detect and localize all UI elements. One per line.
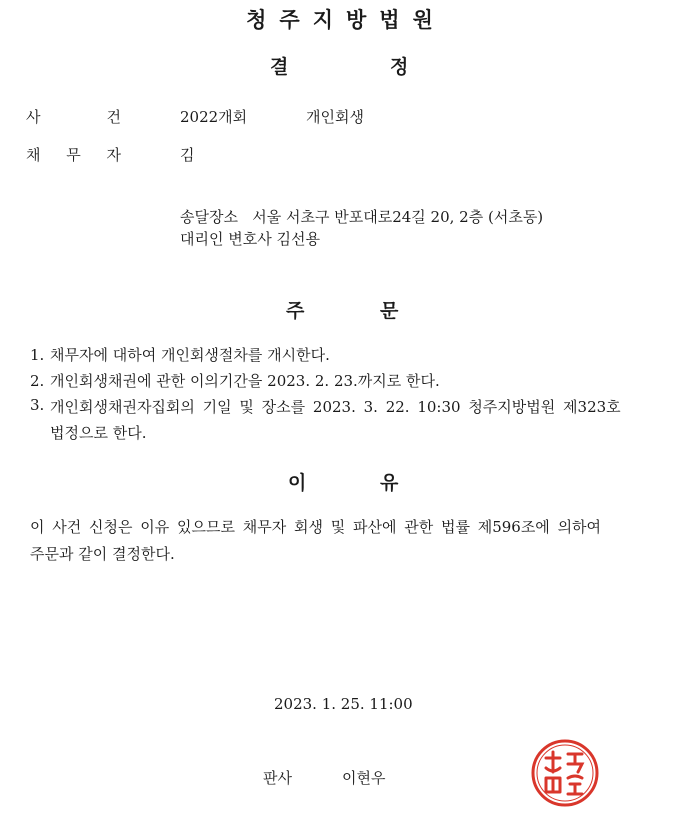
reason-line-2: 주문과 같이 결정한다. bbox=[30, 545, 175, 563]
order-item-text: 개인회생채권에 관한 이의기간을 2023. 2. 23.까지로 한다. bbox=[50, 372, 440, 390]
order-item-3 bbox=[30, 396, 659, 417]
order-heading-char-1: 주 bbox=[286, 300, 305, 322]
order-item-1 bbox=[30, 344, 330, 365]
court-name: 청주지방법원 bbox=[246, 8, 446, 32]
reason-heading-char-1: 이 bbox=[288, 472, 307, 494]
order-item-number: 2. bbox=[30, 372, 45, 390]
decision-date: 2023. 1. 25. 11:00 bbox=[274, 695, 413, 713]
doc-title-char-1: 결 bbox=[270, 56, 289, 78]
case-label-char: 건 bbox=[106, 108, 121, 126]
order-item-number: 3. bbox=[30, 396, 45, 414]
debtor-address: 송달장소 서울 서초구 반포대로24길 20, 2층 (서초동) bbox=[180, 208, 544, 226]
order-heading-char-2: 문 bbox=[380, 300, 399, 322]
case-type: 개인회생 bbox=[306, 108, 364, 126]
case-label-char: 사 bbox=[26, 108, 41, 126]
doc-title-char-2: 정 bbox=[390, 56, 409, 78]
case-label bbox=[26, 106, 121, 127]
debtor-agent: 대리인 변호사 김선용 bbox=[180, 230, 320, 248]
judge-title: 판사 bbox=[263, 769, 292, 787]
debtor-label-char: 자 bbox=[106, 146, 121, 164]
debtor-label-char: 무 bbox=[66, 146, 81, 164]
reason-heading-char-2: 유 bbox=[380, 472, 399, 494]
reason-line-1: 이 사건 신청은 이유 있으므로 채무자 회생 및 파산에 관한 법률 제596조에 의하여 bbox=[30, 518, 602, 536]
order-item-number: 1. bbox=[30, 346, 45, 364]
judge-seal-icon bbox=[530, 738, 600, 808]
order-item-3-continued: 법정으로 한다. bbox=[50, 424, 147, 442]
judge-name: 이현우 bbox=[342, 769, 386, 787]
order-item-2 bbox=[30, 370, 440, 391]
order-item-text: 채무자에 대하여 개인회생절차를 개시한다. bbox=[50, 346, 330, 364]
order-item-text: 개인회생채권자집회의 기일 및 장소를 2023. 3. 22. 10:30 청주지방법원 제323호 bbox=[50, 398, 621, 416]
debtor-label-char: 채 bbox=[26, 146, 41, 164]
case-number: 2022개회 bbox=[180, 108, 248, 126]
debtor-name: 김 bbox=[180, 146, 195, 164]
debtor-label bbox=[26, 144, 121, 165]
